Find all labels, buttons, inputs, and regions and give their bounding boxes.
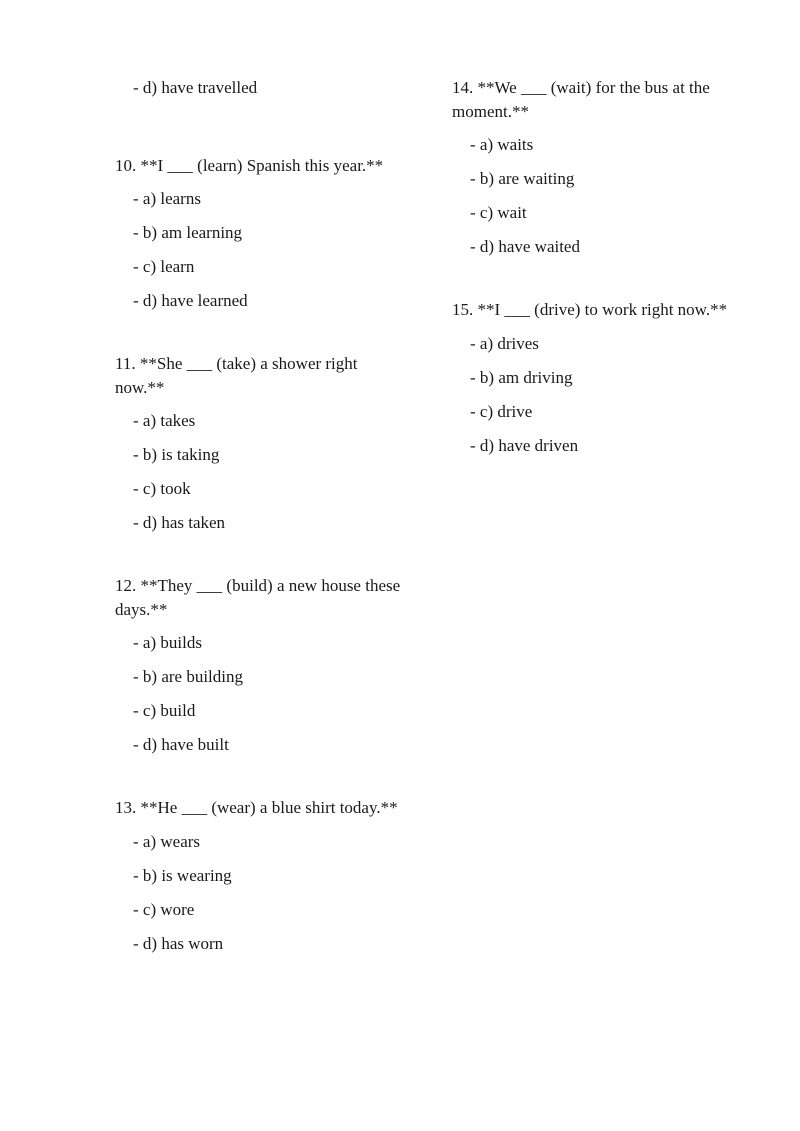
option-c: - c) took [133,479,191,498]
question-text: 15. **I ___ (drive) to work right now.** [452,300,728,319]
option-d: - d) have learned [133,291,248,310]
option-a: - a) drives [470,333,539,353]
option-a: - a) waits [470,135,534,154]
question-10 [115,154,405,319]
question-text: 11. **She ___ (take) a shower right now.** [115,354,358,397]
question-text: 14. **We ___ (wait) for the bus at the moment.** [452,78,710,121]
question-11 [115,352,405,540]
option-a: - a) takes [133,411,196,430]
option-b: - b) is taking [133,445,220,464]
option-b: - b) am driving [470,367,573,387]
left-column [115,76,405,995]
option-d: - d) have driven [470,435,579,455]
option-c: - c) wait [470,203,527,222]
option-item: - d) have travelled [133,78,258,97]
option-c: - c) wore [133,899,195,919]
question-13 [115,796,405,961]
option-a: - a) learns [133,189,201,208]
question-12 [115,574,405,762]
option-b: - b) is wearing [133,865,232,885]
option-c: - c) learn [133,257,195,276]
options-list [115,825,405,961]
options-list [115,182,405,318]
options-list [452,327,752,463]
option-c: - c) drive [470,401,533,421]
option-d: - d) has worn [133,933,224,953]
option-d: - d) has taken [133,513,226,532]
option-d: - d) have waited [470,237,580,256]
question-15 [452,298,752,463]
question-14 [452,76,752,264]
question-text: 10. **I ___ (learn) Spanish this year.** [115,155,384,175]
option-b: - b) are waiting [470,169,575,188]
continuation-block [115,76,405,100]
option-a: - a) wears [133,831,201,851]
option-b: - b) am learning [133,223,243,242]
option-d: - d) have built [133,735,229,754]
options-list [115,626,405,762]
options-list [115,404,405,540]
question-text: 12. **They ___ (build) a new house these days.** [115,576,401,619]
option-a: - a) builds [133,633,202,652]
option-c: - c) build [133,701,196,720]
question-text: 13. **He ___ (wear) a blue shirt today.** [115,798,398,817]
option-b: - b) are building [133,667,243,686]
options-list [452,128,752,264]
right-column [452,76,752,497]
